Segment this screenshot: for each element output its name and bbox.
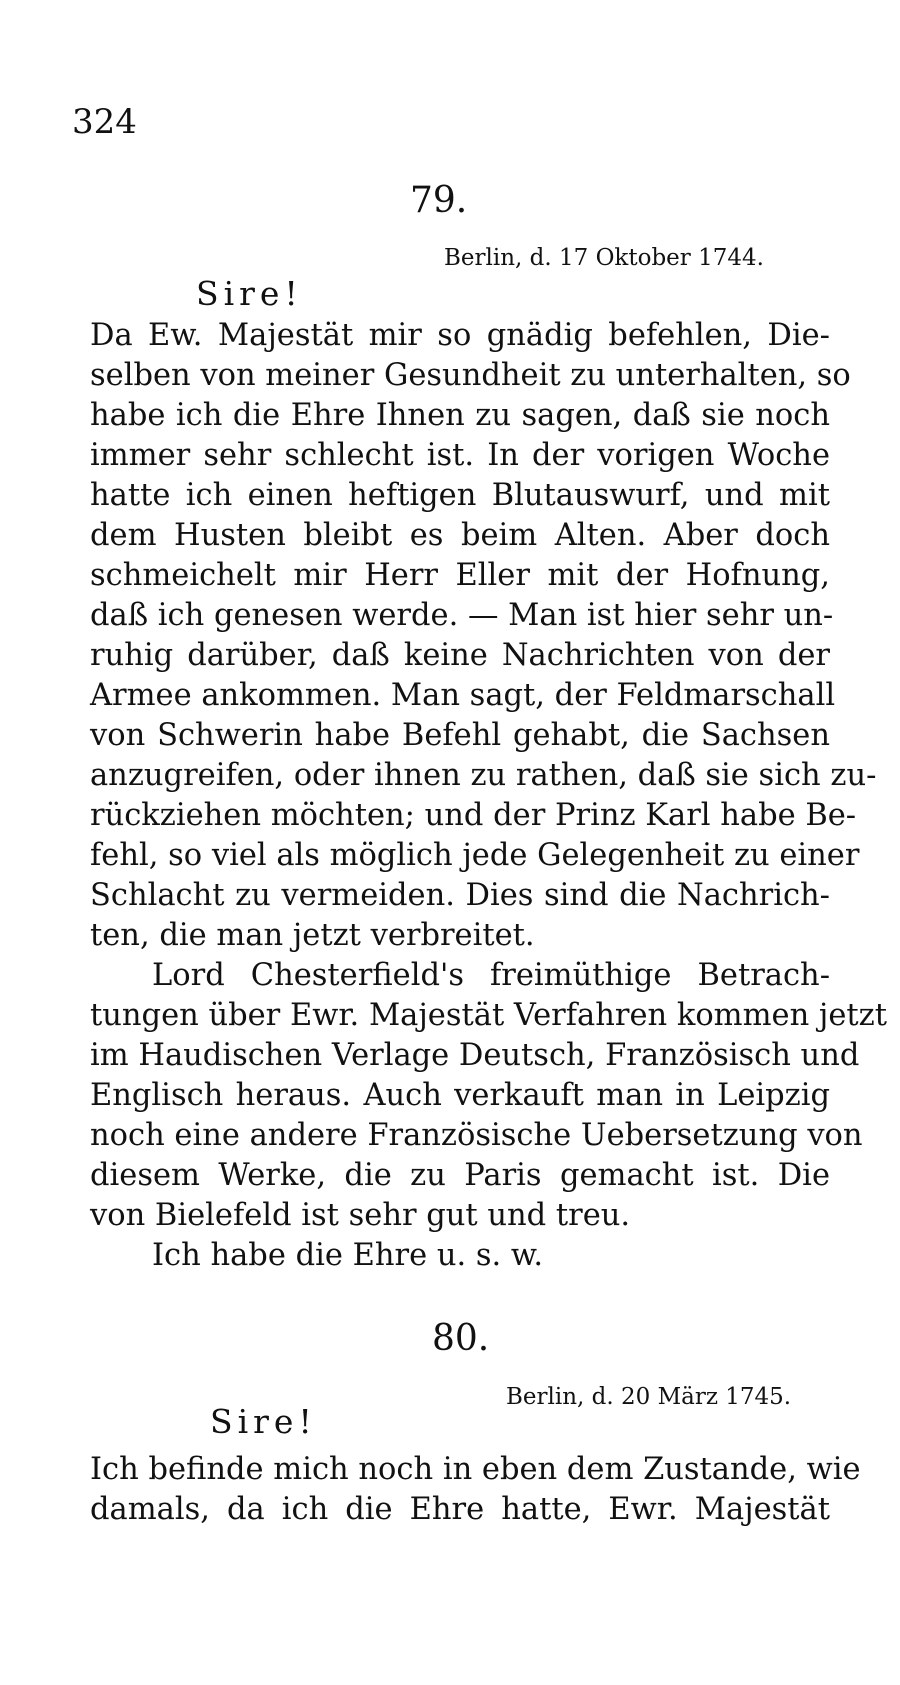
text-line: diesem Werke, die zu Paris gemacht ist. Die: [90, 1158, 830, 1193]
text-line: Ich befinde mich noch in eben dem Zustande, wie: [90, 1452, 861, 1487]
text-line: Da Ew. Majestät mir so gnädig befehlen, Die-: [90, 318, 830, 353]
text-line: rückziehen möchten; und der Prinz Karl habe Be-: [90, 798, 857, 833]
text-line: im Haudischen Verlage Deutsch, Französisch und: [90, 1038, 860, 1073]
text-line: von Bielefeld ist sehr gut und treu.: [90, 1198, 631, 1233]
text-line: noch eine andere Französische Uebersetzung von: [90, 1118, 863, 1153]
text-line: immer sehr schlecht ist. In der vorigen Woche: [90, 438, 830, 473]
text-line: ten, die man jetzt verbreitet.: [90, 918, 535, 953]
text-line: ruhig darüber, daß keine Nachrichten von der: [90, 638, 830, 673]
text-line: dem Husten bleibt es beim Alten. Aber doch: [90, 518, 830, 553]
letter-79-number: 79.: [410, 180, 468, 221]
text-line: Lord Chesterfield's freimüthige Betrach-: [152, 958, 830, 993]
letter-80-body: [90, 1450, 861, 1530]
text-line: Armee ankommen. Man sagt, der Feldmarschall: [90, 678, 836, 713]
text-line: schmeichelt mir Herr Eller mit der Hofnung,: [90, 558, 830, 593]
text-line: damals, da ich die Ehre hatte, Ewr. Majestät: [90, 1492, 830, 1527]
text-line: Englisch heraus. Auch verkauft man in Leipzig: [90, 1078, 830, 1113]
closing-line: Ich habe die Ehre u. s. w.: [152, 1238, 544, 1273]
text-line: von Schwerin habe Befehl gehabt, die Sachsen: [90, 718, 830, 753]
text-line: anzugreifen, oder ihnen zu rathen, daß sie sich zu-: [90, 758, 877, 793]
text-line: hatte ich einen heftigen Blutauswurf, und mit: [90, 478, 830, 513]
letter-79-dateline: Berlin, d. 17 Oktober 1744.: [444, 245, 764, 271]
letter-80-salutation: Sire!: [210, 1402, 317, 1441]
text-line: selben von meiner Gesundheit zu unterhalten, so: [90, 358, 851, 393]
letter-79-salutation: Sire!: [196, 274, 303, 313]
letter-80-number: 80.: [432, 1318, 490, 1359]
text-line: tungen über Ewr. Majestät Verfahren kommen jetzt: [90, 998, 888, 1033]
letter-80-dateline: Berlin, d. 20 März 1745.: [506, 1384, 792, 1410]
page-number: 324: [72, 102, 137, 142]
text-line: habe ich die Ehre Ihnen zu sagen, daß sie noch: [90, 398, 830, 433]
text-line: daß ich genesen werde. — Man ist hier sehr un-: [90, 598, 834, 633]
letter-79-body: [90, 316, 888, 1276]
text-line: fehl, so viel als möglich jede Gelegenheit zu einer: [90, 838, 860, 873]
text-line: Schlacht zu vermeiden. Dies sind die Nachrich-: [90, 878, 830, 913]
